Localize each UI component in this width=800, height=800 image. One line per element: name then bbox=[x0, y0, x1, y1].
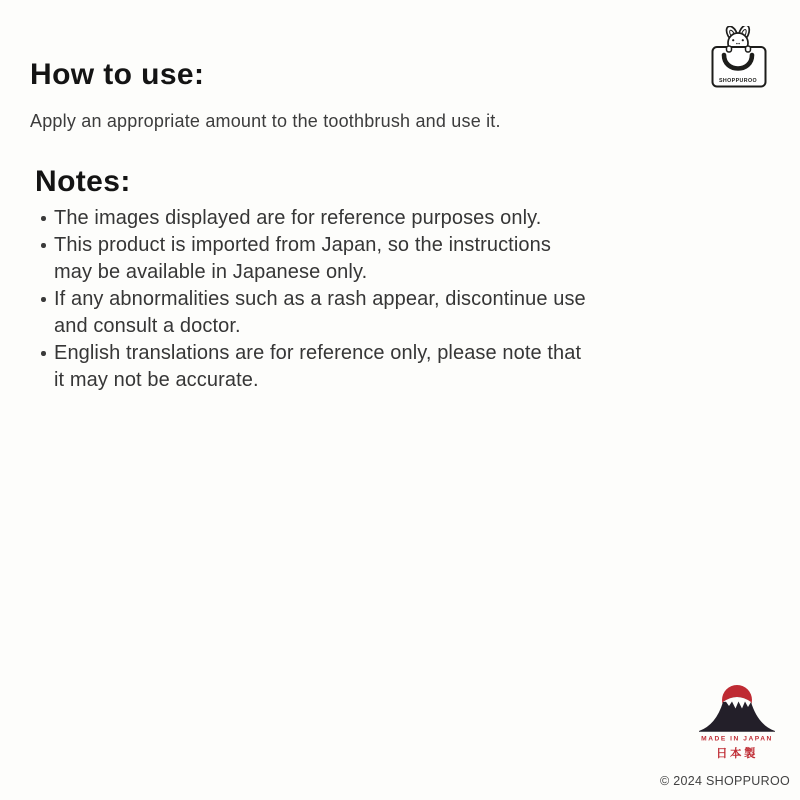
made-in-japan-badge bbox=[696, 682, 778, 766]
shoppuroo-logo-icon bbox=[709, 26, 771, 90]
notes-heading: Notes: bbox=[35, 165, 131, 198]
note-item: English translations are for reference only, please note that it may not be accurate. bbox=[40, 340, 588, 394]
made-in-japan-label-jp: 日本製 bbox=[716, 748, 758, 760]
made-in-japan-label: MADE IN JAPAN bbox=[701, 735, 773, 743]
notes-list bbox=[40, 205, 588, 394]
made-in-japan-icon bbox=[696, 682, 778, 766]
shopping-bag-icon bbox=[713, 46, 766, 87]
how-to-use-instruction: Apply an appropriate amount to the toothbrush and use it. bbox=[30, 111, 501, 131]
note-item: The images displayed are for reference purposes only. bbox=[40, 205, 588, 232]
copyright-text: © 2024 SHOPPUROO bbox=[659, 774, 790, 788]
logo-wordmark: SHOPPUROO bbox=[718, 78, 758, 84]
how-to-use-heading: How to use: bbox=[30, 58, 205, 91]
shoppuroo-logo bbox=[709, 26, 771, 90]
note-item: This product is imported from Japan, so the instructions may be available in Japanese only. bbox=[40, 232, 588, 286]
note-item: If any abnormalities such as a rash appear, discontinue use and consult a doctor. bbox=[40, 286, 588, 340]
